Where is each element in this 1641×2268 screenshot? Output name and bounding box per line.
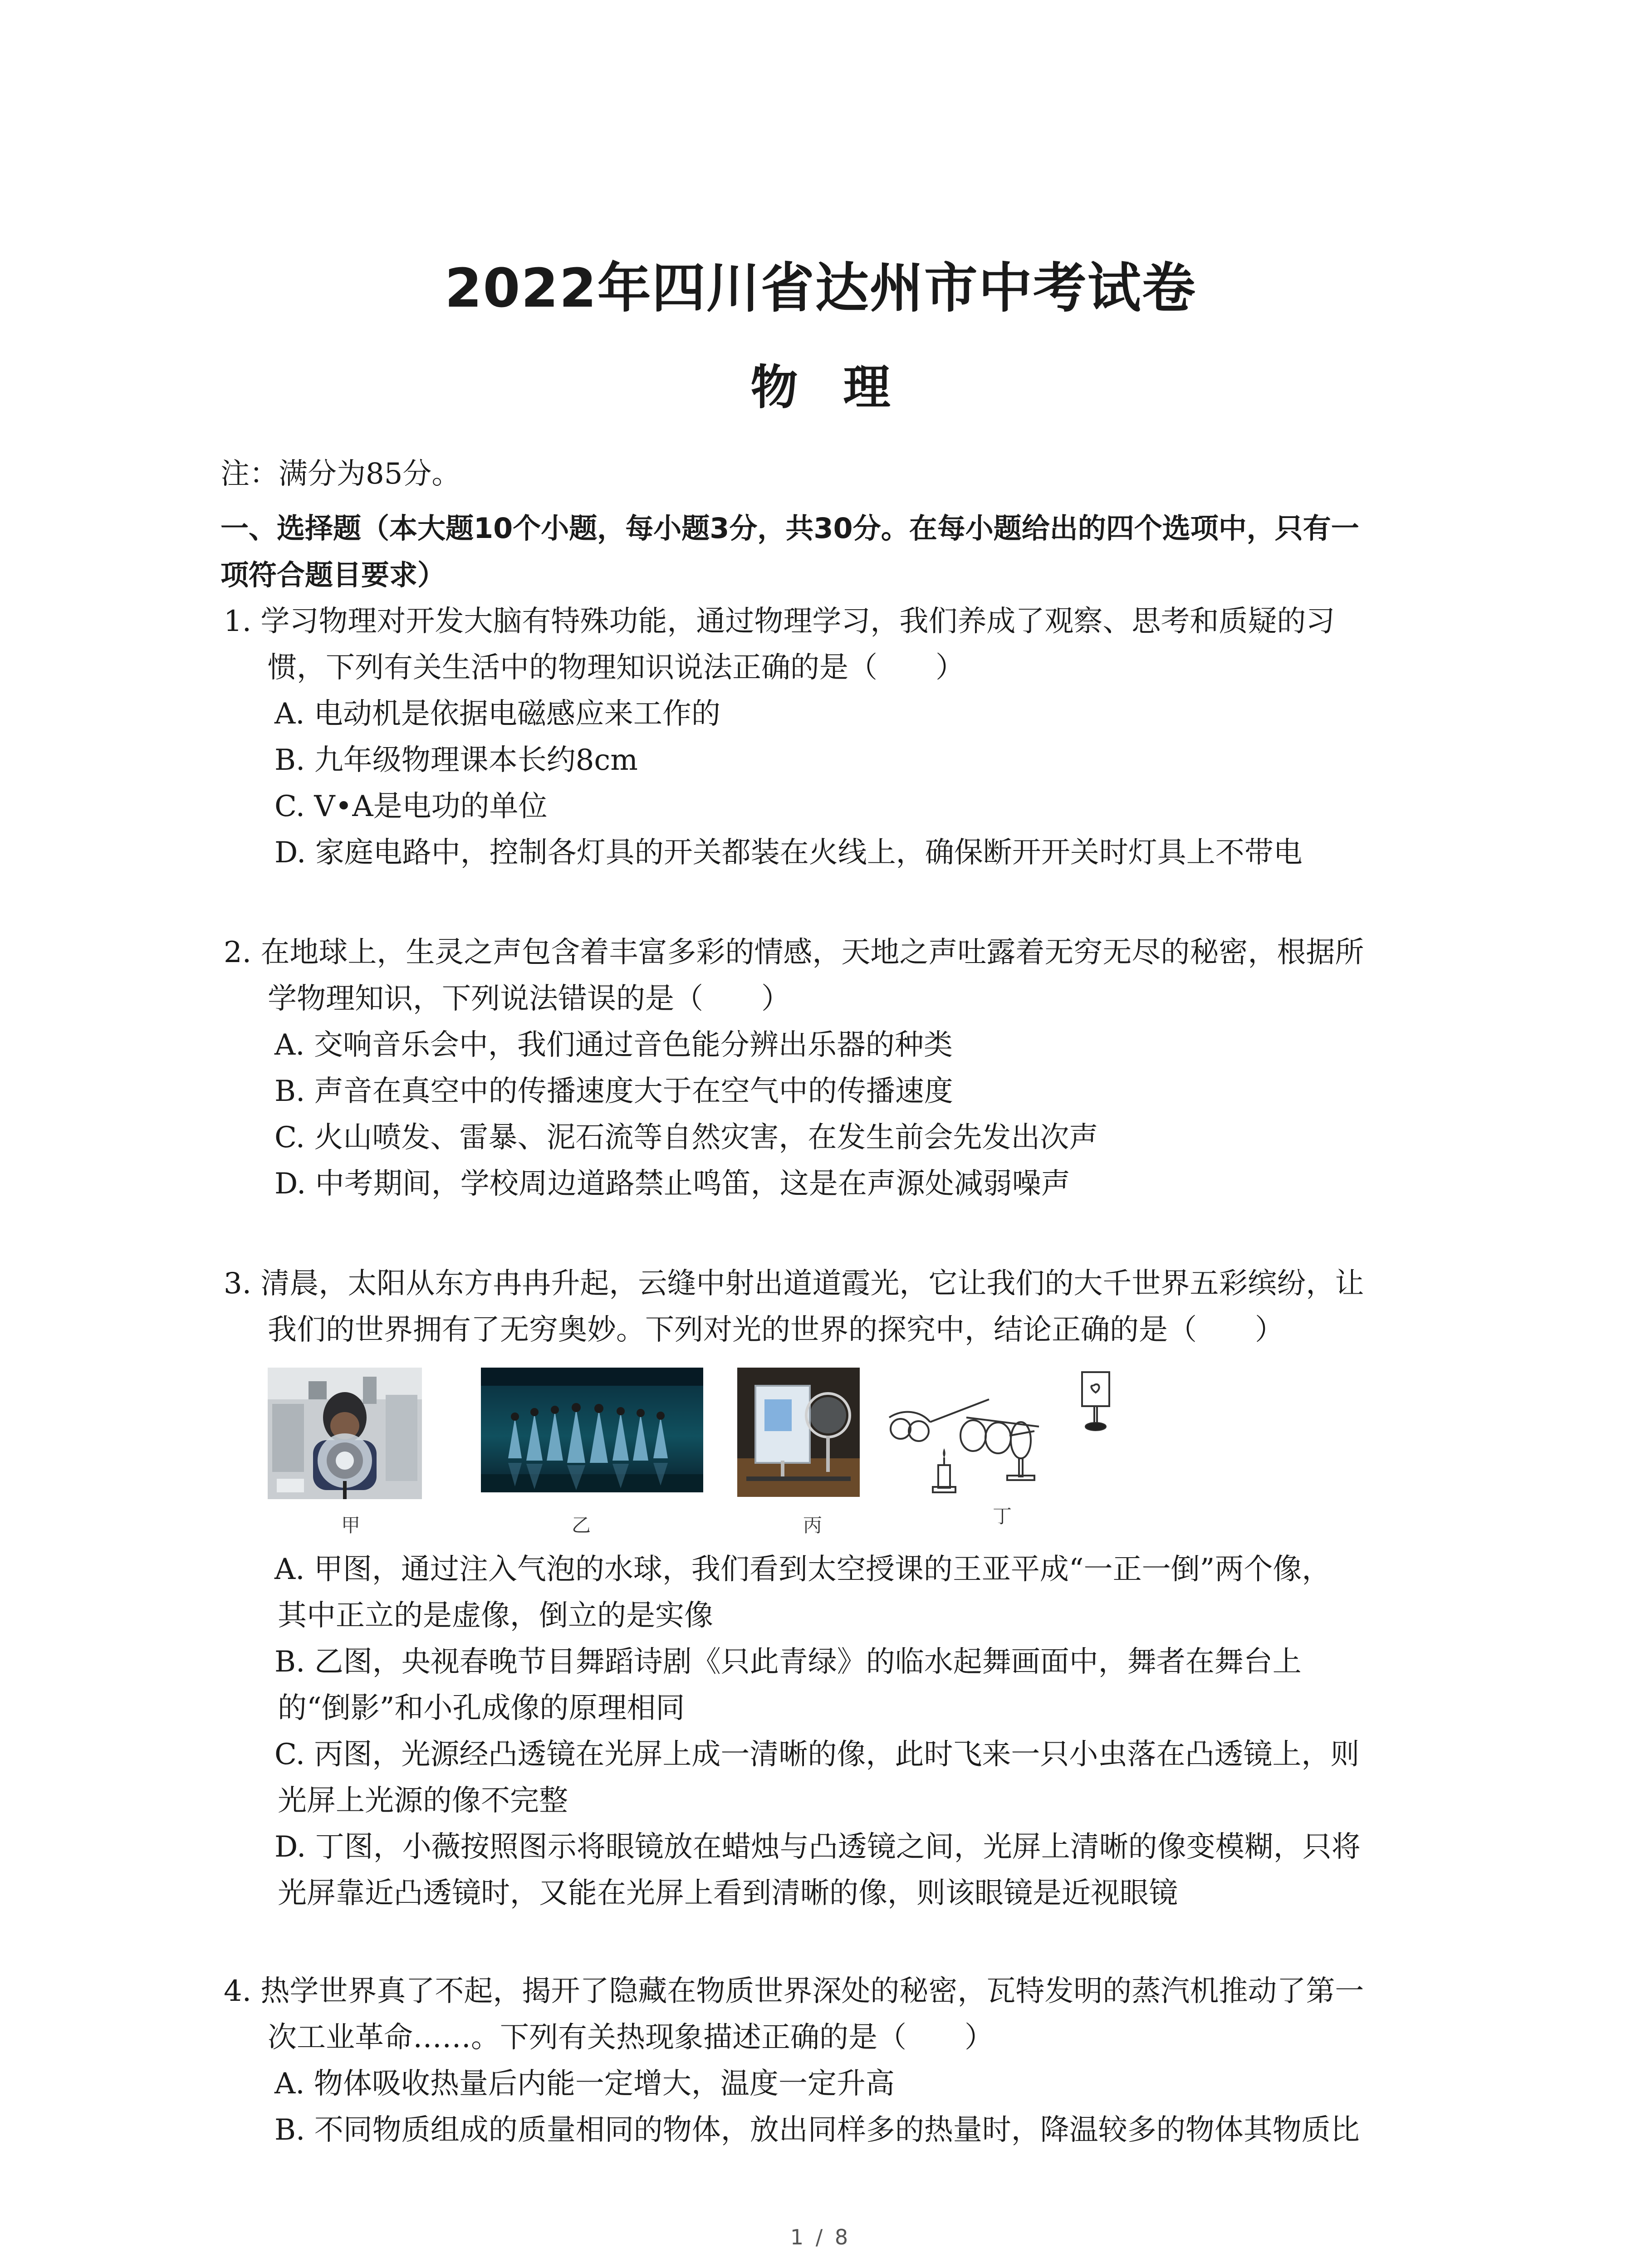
q4-stem-line2: 次工业革命……。下列有关热现象描述正确的是（ ） [268, 2021, 994, 2054]
q1-option-d: D. 家庭电路中，控制各灯具的开关都装在火线上，确保断开开关时灯具上不带电 [274, 836, 1303, 870]
section-heading-line2: 项符合题目要求） [220, 558, 446, 591]
page-number [0, 2225, 1641, 2249]
q3-option-b-line2: 的“倒影”和小孔成像的原理相同 [278, 1691, 685, 1725]
page-number-text: 1 / 8 [790, 2225, 851, 2249]
q1-stem-line2: 惯，下列有关生活中的物理知识说法正确的是（ ） [268, 651, 965, 684]
section-heading-line1: 一、选择题（本大题10个小题，每小题3分，共30分。在每小题给出的四个选项中，只有一 [220, 512, 1359, 545]
figure-ding-caption: 丁 [993, 1505, 1012, 1527]
figure-bing-image [737, 1368, 860, 1497]
figure-yi-image [481, 1368, 703, 1492]
q3-option-a-line1: A. 甲图，通过注入气泡的水球，我们看到太空授课的王亚平成“一正一倒”两个像， [274, 1553, 1331, 1586]
q3-option-d-line2: 光屏靠近凸透镜时，又能在光屏上看到清晰的像，则该眼镜是近视眼镜 [278, 1877, 1178, 1910]
q2-option-b: B. 声音在真空中的传播速度大于在空气中的传播速度 [274, 1075, 953, 1108]
q3-stem-line1: 3. 清晨，太阳从东方冉冉升起，云缝中射出道道霞光，它让我们的大千世界五彩缤纷，让 [224, 1267, 1364, 1300]
q4-option-a: A. 物体吸收热量后内能一定增大，温度一定升高 [274, 2067, 895, 2101]
q3-option-c-line1: C. 丙图，光源经凸透镜在光屏上成一清晰的像，此时飞来一只小虫落在凸透镜上，则 [274, 1738, 1360, 1771]
q3-option-d-line1: D. 丁图，小薇按照图示将眼镜放在蜡烛与凸透镜之间，光屏上清晰的像变模糊，只将 [274, 1830, 1361, 1864]
q3-option-b-line1: B. 乙图，央视春晚节目舞蹈诗剧《只此青绿》的临水起舞画面中，舞者在舞台上 [274, 1645, 1302, 1679]
figure-ding-illustration [885, 1368, 1130, 1504]
figure-jia-illustration [268, 1368, 422, 1499]
figure-yi-caption: 乙 [572, 1514, 591, 1536]
q3-option-a-line2: 其中正立的是虚像，倒立的是实像 [278, 1599, 713, 1633]
figure-yi-illustration [481, 1368, 703, 1492]
q2-option-d: D. 中考期间，学校周边道路禁止鸣笛，这是在声源处减弱噪声 [274, 1167, 1070, 1201]
q3-option-c-line2: 光屏上光源的像不完整 [278, 1784, 568, 1818]
q1-option-a: A. 电动机是依据电磁感应来工作的 [274, 697, 720, 731]
q4-option-b: B. 不同物质组成的质量相同的物体，放出同样多的热量时，降温较多的物体其物质比 [274, 2113, 1360, 2147]
q1-option-b: B. 九年级物理课本长约8cm [274, 743, 638, 777]
q2-stem-line2: 学物理知识，下列说法错误的是（ ） [268, 982, 790, 1016]
q2-option-c: C. 火山喷发、雷暴、泥石流等自然灾害，在发生前会先发出次声 [274, 1121, 1098, 1154]
figure-bing-caption: 丙 [803, 1514, 823, 1536]
q2-stem-line1: 2. 在地球上，生灵之声包含着丰富多彩的情感，天地之声吐露着无穷无尽的秘密，根据所 [224, 936, 1364, 969]
score-note: 注：满分为85分。 [220, 457, 461, 491]
figure-ding-image [885, 1368, 1130, 1504]
q3-stem-line2: 我们的世界拥有了无穷奥妙。下列对光的世界的探究中，结论正确的是（ ） [268, 1313, 1284, 1347]
figure-bing-illustration [737, 1368, 860, 1497]
q2-option-a: A. 交响音乐会中，我们通过音色能分辨出乐器的种类 [274, 1028, 953, 1062]
q1-option-c: C. V•A是电功的单位 [274, 790, 548, 823]
q4-stem-line1: 4. 热学世界真了不起，揭开了隐藏在物质世界深处的秘密，瓦特发明的蒸汽机推动了第一 [224, 1975, 1364, 2008]
figure-jia-image [268, 1368, 422, 1499]
q1-stem-line1: 1. 学习物理对开发大脑有特殊功能，通过物理学习，我们养成了观察、思考和质疑的习 [224, 605, 1335, 638]
exam-title: 2022年四川省达州市中考试卷 [445, 257, 1196, 319]
figure-jia-caption: 甲 [341, 1514, 361, 1536]
subject-title: 物理 [750, 360, 936, 415]
